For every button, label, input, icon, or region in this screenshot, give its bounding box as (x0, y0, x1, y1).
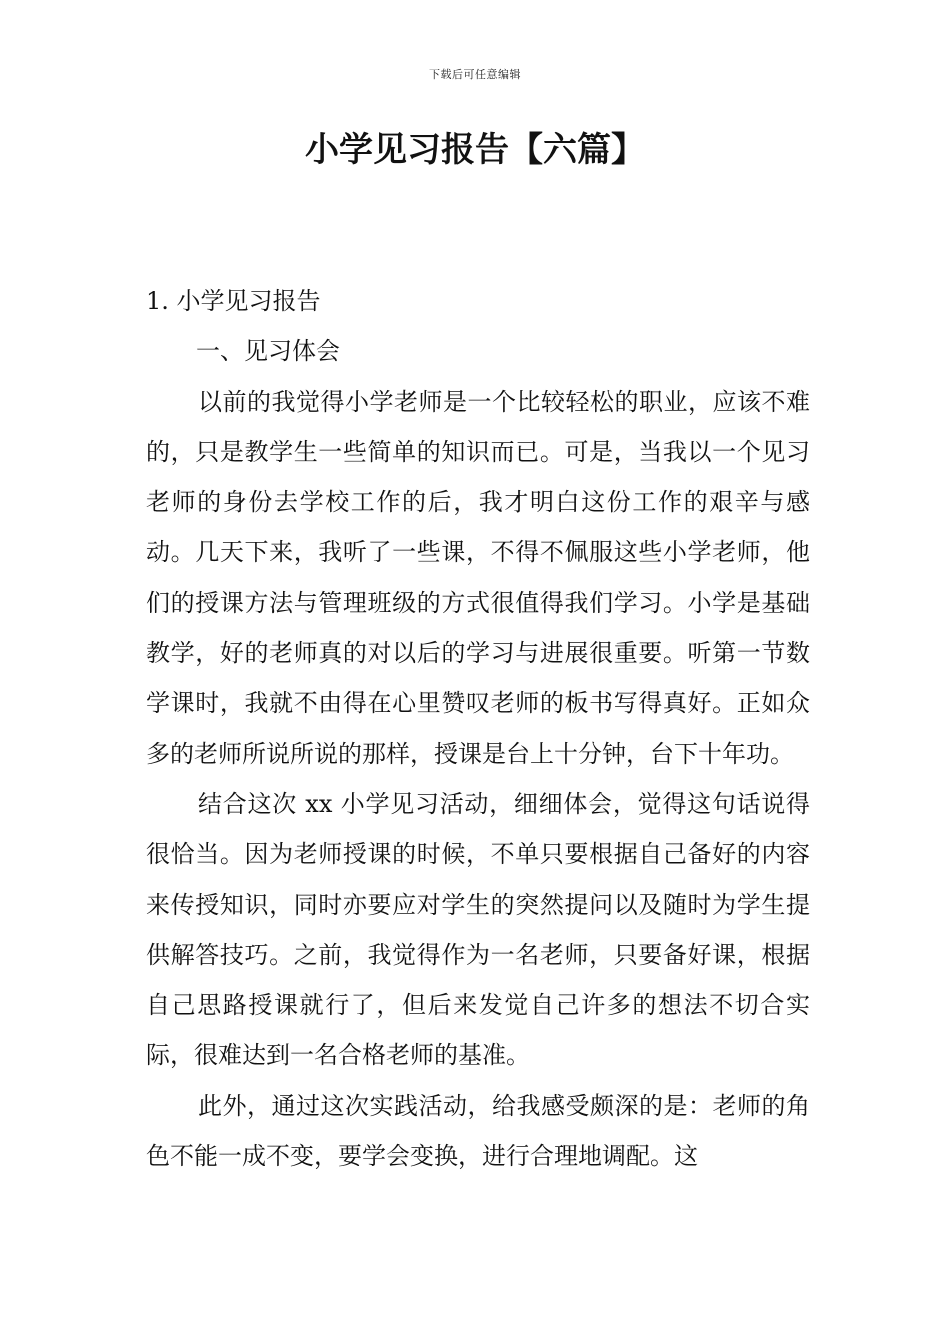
paragraph-2: 结合这次 xx 小学见习活动，细细体会，觉得这句话说得很恰当。因为老师授课的时候，不单只要根据自己备好的内容来传授知识，同时亦要应对学生的突然提问以及随时为学生提供解答技巧。之前，我觉得作为一名老师，只要备好课，根据自己思路授课就行了，但后来发觉自己许多的想法不切合实际，很难达到一名合格老师的基准。 (146, 789, 810, 1070)
document-body (146, 276, 810, 1181)
header-note: 下载后可任意编辑 (429, 68, 521, 81)
paragraph-1: 以前的我觉得小学老师是一个比较轻松的职业，应该不难的，只是教学生一些简单的知识而已。可是，当我以一个见习老师的身份去学校工作的后，我才明白这份工作的艰辛与感动。几天下来，我听了一些课，不得不佩服这些小学老师，他们的授课方法与管理班级的方式很值得我们学习。小学是基础教学，好的老师真的对以后的学习与进展很重要。听第一节数学课时，我就不由得在心里赞叹老师的板书写得真好。正如众多的老师所说所说的那样，授课是台上十分钟，台下十年功。 (146, 387, 810, 768)
sub-heading: 一、见习体会 (196, 337, 340, 366)
paragraph-3: 此外，通过这次实践活动，给我感受颇深的是：老师的角色不能一成不变，要学会变换，进行合理地调配。这 (146, 1091, 810, 1171)
document-title: 小学见习报告【六篇】 (305, 130, 645, 170)
section-heading: 1. 小学见习报告 (146, 287, 321, 315)
